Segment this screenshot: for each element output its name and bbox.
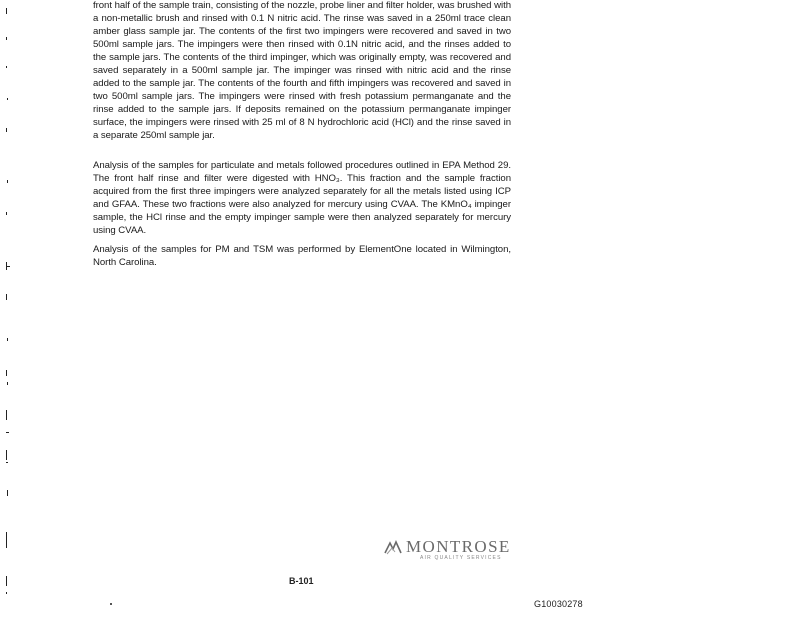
paragraph-analysis-pm-tsm: Analysis of the samples for PM and TSM was performed by ElementOne located in Wilmington, North Carolina. (93, 244, 511, 268)
page-number: B-101 (289, 576, 314, 586)
logo-name: MONTROSE (406, 537, 511, 556)
logo-mark-icon (384, 539, 404, 555)
paragraph-sample-recovery: front half of the sample train, consisting of the nozzle, probe liner and filter holder, was brushed with a non-metallic brush and rinsed with 0.1 N nitric acid. The rinse was saved in a 250ml trace clean amber glass sample jar. The contents of the first two impingers were recovered and saved in two 500ml sample jars. The impingers were then rinsed with 0.1N nitric acid, and the rinses added to the sample jars. The contents of the third impinger, which was originally empty, was recovered and saved separately in a 500ml sample jar. The impinger was rinsed with nitric acid and the rinse added to the sample jar. The contents of the fourth and fifth impingers was recovered and saved in two 500ml sample jars. The impingers were rinsed with fresh potassium permanganate and the rinse added to the sample jars. If deposits remained on the potassium permanganate impinger surface, the impingers were rinsed with 25 ml of 8 N hydrochloric acid (HCl) and the rinse saved in a separate 250ml sample jar. (93, 0, 511, 141)
company-logo (384, 538, 514, 564)
logo-tagline: AIR QUALITY SERVICES (420, 555, 502, 561)
scan-speck (110, 603, 112, 605)
bates-number: G10030278 (534, 599, 583, 609)
paragraph-analysis-metals: Analysis of the samples for particulate and metals followed procedures outlined in EPA Method 29. The front half rinse and filter were digested with HNO₃. This fraction and the sample fraction acquired from the first three impingers were analyzed separately for all the metals listed using ICP and GFAA. These two fractions were also analyzed for mercury using CVAA. The KMnO₄ impinger sample, the HCl rinse and the empty impinger sample were then analyzed separately for mercury using CVAA. (93, 160, 511, 236)
